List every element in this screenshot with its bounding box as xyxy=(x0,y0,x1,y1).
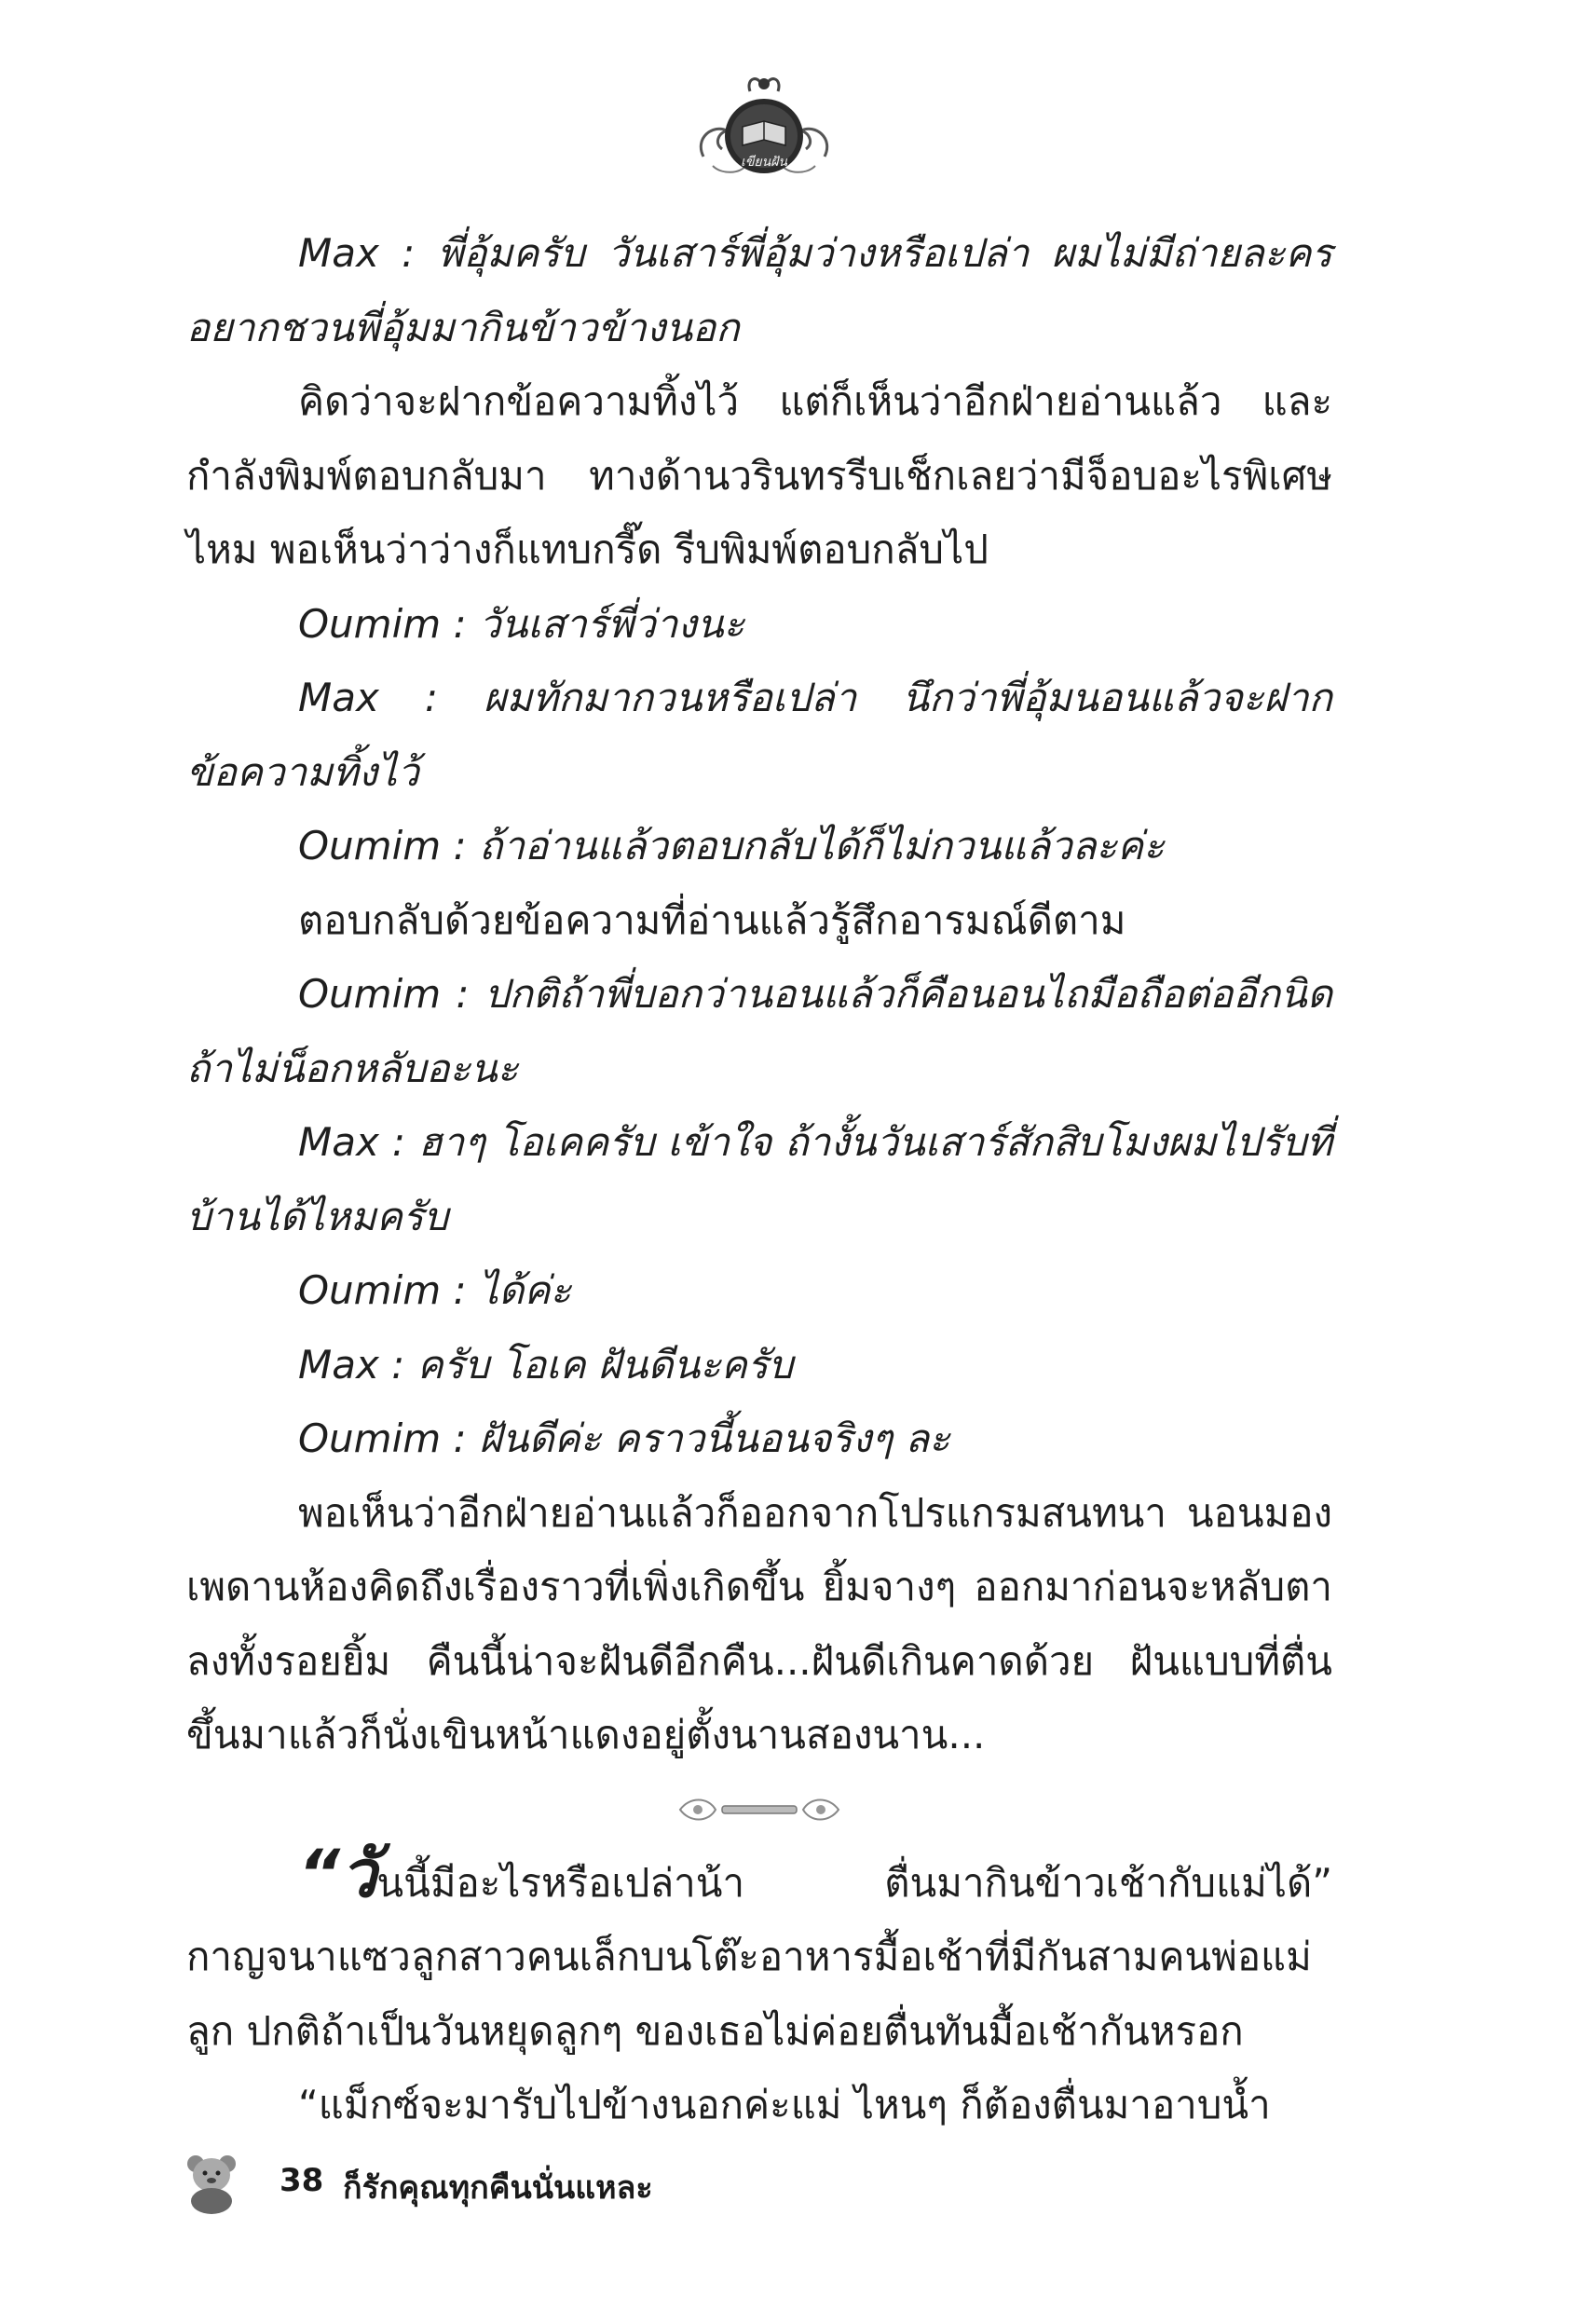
book-title: ก็รักคุณทุกคืนนั่นแหละ xyxy=(343,2169,653,2207)
section-divider xyxy=(186,1772,1332,1846)
page-number: 38 xyxy=(280,2162,324,2199)
paragraph: Max : ครับ โอเค ฝันดีนะครับ xyxy=(298,1341,794,1388)
paragraph: Oumim : ถ้าอ่านแล้วตอบกลับได้ก็ไม่กวนแล้วละค่ะ xyxy=(298,823,1165,868)
paragraph-text: นนี้มีอะไรหรือเปล่าน้า ตื่นมากินข้าวเช้ากับแม่ได้” กาญจนาแซวลูกสาวคนเล็กบนโต๊ะอาหารมื้อเช้าที่มีกันสามคนพ่อแม่ลูก ปกติถ้าเป็นวันหยุดลูกๆ ของเธอไม่ค่อยตื่นทันมื้อเช้ากันหรอก xyxy=(186,1859,1332,2054)
paragraph: Oumim : วันเสาร์พี่ว่างนะ xyxy=(298,600,745,647)
paragraph: Max : ฮาๆ โอเคครับ เข้าใจ ถ้างั้นวันเสาร์สักสิบโมงผมไปรับที่บ้านได้ไหมครับ xyxy=(186,1119,1332,1239)
paragraph: “แม็กซ์จะมารับไปข้างนอกค่ะแม่ ไหนๆ ก็ต้องตื่นมาอาบน้ำ xyxy=(298,2082,1271,2127)
paragraph: พอเห็นว่าอีกฝ่ายอ่านแล้วก็ออกจากโปรแกรมสนทนา นอนมองเพดานห้องคิดถึงเรื่องราวที่เพิ่งเกิดขึ้น ยิ้มจางๆ ออกมาก่อนจะหลับตาลงทั้งรอยยิ้ม คืนนี้น่าจะฝันดีอีกคืน...ฝันดีเกินคาดด้วย ฝันแบบที่ตื่นขึ้นมาแล้วก็นั่งเขินหน้าแดงอยู่ตั้งนานสองนาน... xyxy=(186,1489,1332,1757)
paragraph: ตอบกลับด้วยข้อความที่อ่านแล้วรู้สึกอารมณ์ดีตาม xyxy=(298,896,1126,943)
dropcap: “วั xyxy=(298,1835,377,1912)
header-emblem-logo xyxy=(694,73,834,183)
paragraph-with-dropcap xyxy=(186,1835,1332,2069)
paragraph: Max : ผมทักมากวนหรือเปล่า นึกว่าพี่อุ้มนอนแล้วจะฝากข้อความทิ้งไว้ xyxy=(186,675,1332,795)
paragraph: Max : พี่อุ้มครับ วันเสาร์พี่อุ้มว่างหรือเปล่า ผมไม่มีถ่ายละครอยากชวนพี่อุ้มมากินข้าวข้างนอก xyxy=(186,230,1332,350)
svg-text:เขียนฝัน: เขียนฝัน xyxy=(741,155,787,170)
page-footer xyxy=(183,2153,835,2227)
ornament-divider-icon xyxy=(671,1789,848,1830)
paragraph: Oumim : ได้ค่ะ xyxy=(298,1267,572,1313)
paragraph: Oumim : ฝันดีค่ะ คราวนี้นอนจริงๆ ละ xyxy=(298,1415,950,1461)
page-content xyxy=(186,216,1332,2142)
paragraph: คิดว่าจะฝากข้อความทิ้งไว้ แต่ก็เห็นว่าอีกฝ่ายอ่านแล้ว และกำลังพิมพ์ตอบกลับมา ทางด้านวรินทรรีบเช็กเลยว่ามีจ็อบอะไรพิเศษไหม พอเห็นว่าว่างก็แทบกรี๊ด รีบพิมพ์ตอบกลับไป xyxy=(186,378,1332,572)
paragraph: Oumim : ปกติถ้าพี่บอกว่านอนแล้วก็คือนอนไถมือถือต่ออีกนิดถ้าไม่น็อกหลับอะนะ xyxy=(186,971,1332,1091)
teddy-bear-icon xyxy=(183,2153,240,2214)
